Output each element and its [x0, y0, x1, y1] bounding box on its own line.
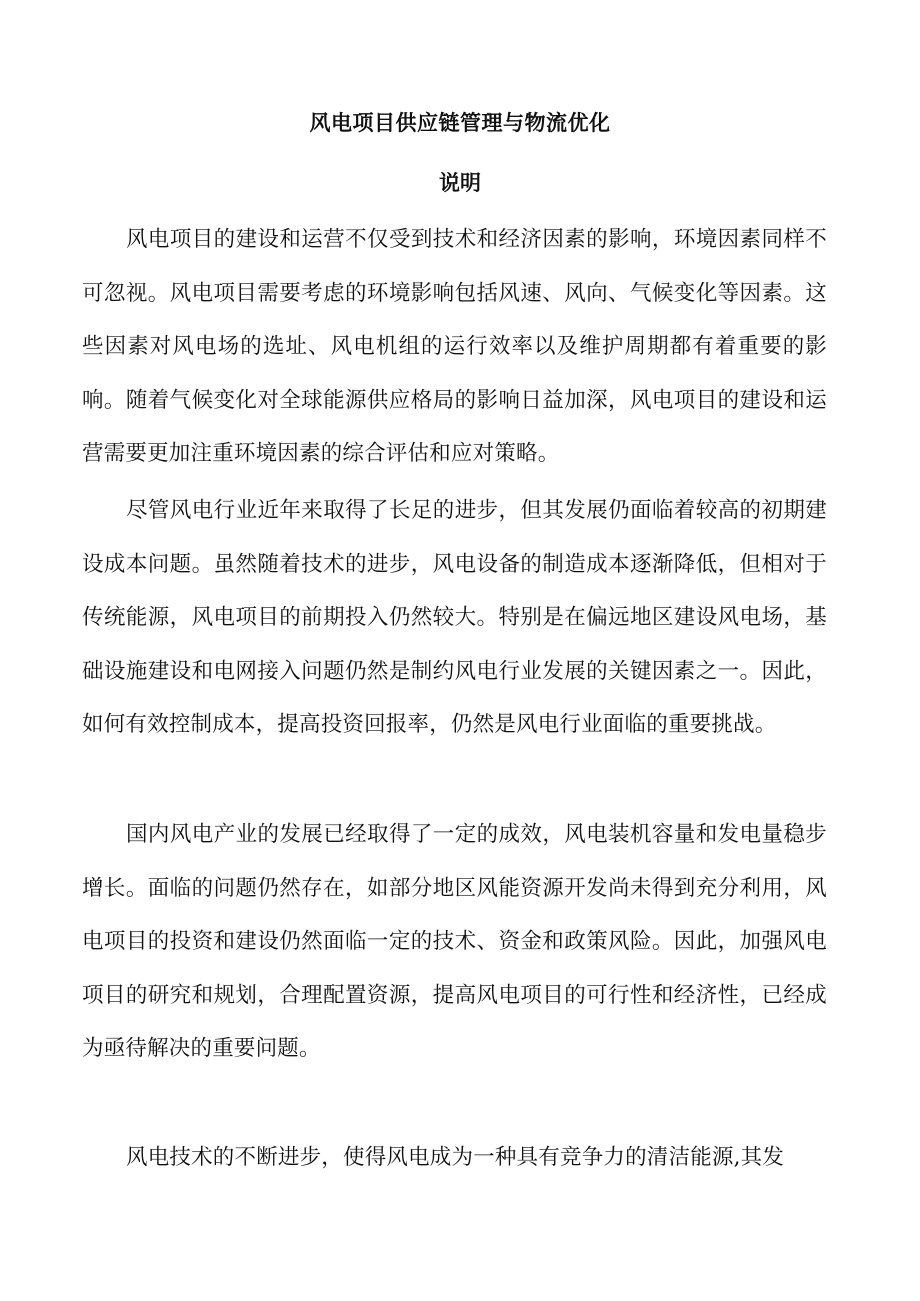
- body-paragraph: 风电技术的不断进步，使得风电成为一种具有竞争力的清洁能源,其发: [126, 1145, 785, 1170]
- body-paragraph: 风电项目的建设和运营不仅受到技术和经济因素的影响，环境因素同样不可忽视。风电项目需要考虑的环境影响包括风速、风向、气候变化等因素。这些因素对风电场的选址、风电机组的运行效率以及维护周期都有着重要的影响。随着气候变化对全球能源供应格局的影响日益加深，风电项目的建设和运营需要更加注重环境因素的综合评估和应对策略。: [82, 227, 827, 466]
- document-title: 风电项目供应链管理与物流优化: [309, 110, 611, 135]
- body-paragraph: 尽管风电行业近年来取得了长足的进步，但其发展仍面临着较高的初期建设成本问题。虽然随着技术的进步，风电设备的制造成本逐渐降低，但相对于传统能源，风电项目的前期投入仍然较大。特别是在偏远地区建设风电场，基础设施建设和电网接入问题仍然是制约风电行业发展的关键因素之一。因此，如何有效控制成本，提高投资回报率，仍然是风电行业面临的重要挑战。: [82, 498, 827, 737]
- body-paragraph: 国内风电产业的发展已经取得了一定的成效，风电装机容量和发电量稳步增长。面临的问题仍然存在，如部分地区风能资源开发尚未得到充分利用，风电项目的投资和建设仍然面临一定的技术、资金和政策风险。因此，加强风电项目的研究和规划，合理配置资源，提高风电项目的可行性和经济性，已经成为亟待解决的重要问题。: [82, 822, 827, 1061]
- section-heading: 说明: [439, 170, 481, 195]
